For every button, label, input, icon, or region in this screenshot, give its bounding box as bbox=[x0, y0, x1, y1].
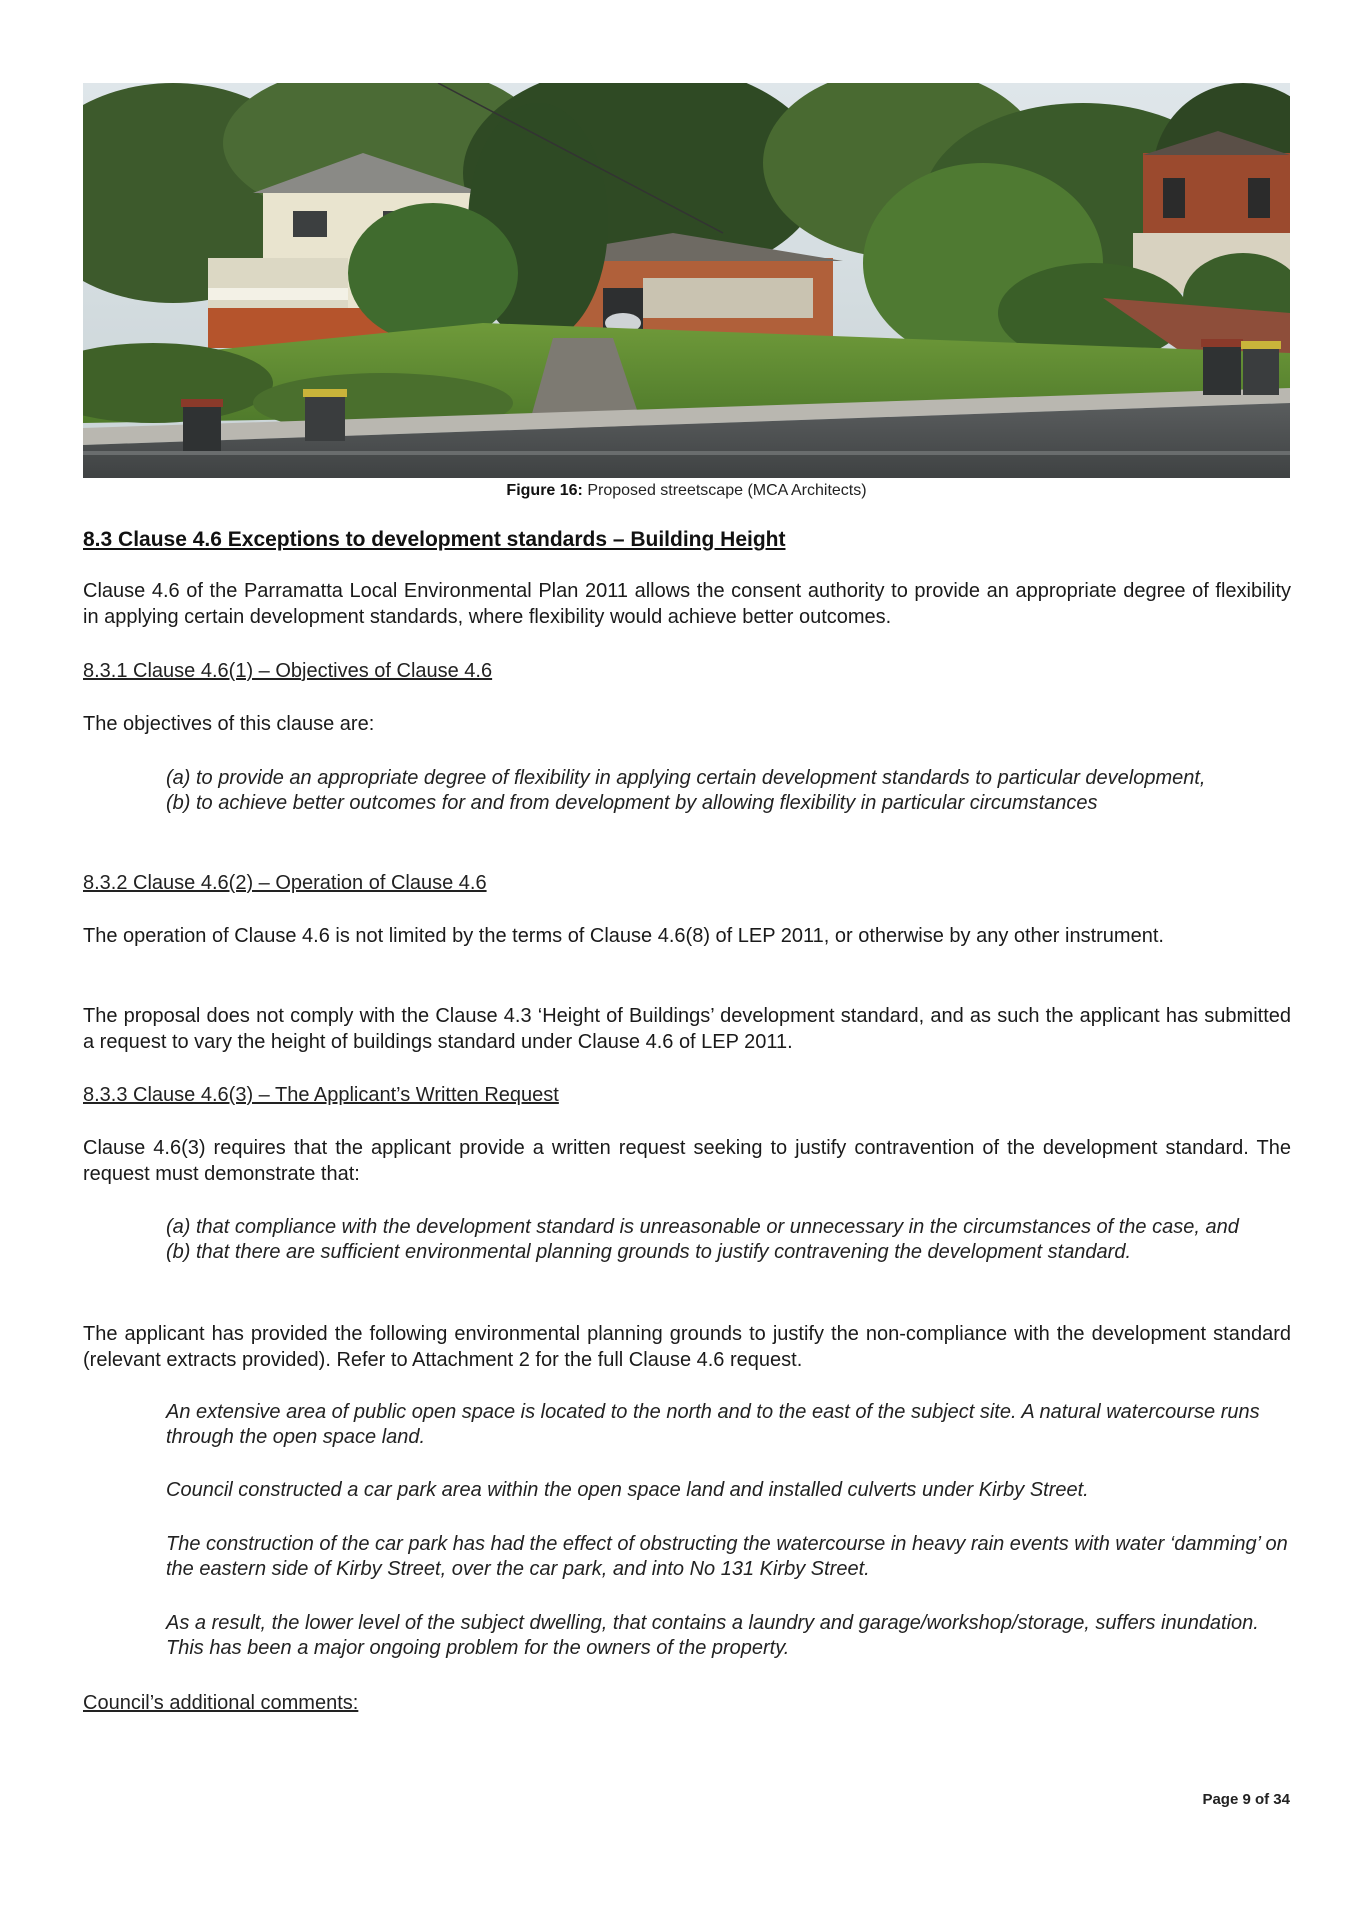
written-request-list bbox=[166, 1215, 1291, 1265]
grounds-intro-paragraph: The applicant has provided the following environmental planning grounds to justify the non-compliance with the development standard (relevant extracts provided). Refer to Attachment 2 for the full Clause 4.6 request. bbox=[83, 1323, 1291, 1371]
list-item: (a) that compliance with the development standard is unreasonable or unnecessary in the circumstances of the case, and bbox=[166, 1216, 1239, 1238]
streetscape-photo bbox=[83, 83, 1290, 478]
objectives-list bbox=[166, 766, 1291, 816]
figure-label: Figure 16: bbox=[506, 482, 583, 499]
written-request-lead: Clause 4.6(3) requires that the applicant provide a written request seeking to justify contravention of the development standard. The request must demonstrate that: bbox=[83, 1137, 1291, 1185]
list-item: (b) that there are sufficient environmental planning grounds to justify contravening the development standard. bbox=[166, 1241, 1132, 1263]
operation-paragraph-2: The proposal does not comply with the Clause 4.3 ‘Height of Buildings’ development standard, and as such the applicant has submitted a request to vary the height of buildings standard under Clause 4.6 of LEP 2011. bbox=[83, 1005, 1291, 1053]
list-item: (b) to achieve better outcomes for and from development by allowing flexibility in particular circumstances bbox=[166, 792, 1098, 814]
extract-paragraph: The construction of the car park has had the effect of obstructing the watercourse in heavy rain events with water ‘damming’ on the eastern side of Kirby Street, over the car park, and into No 131 Kirby Street. bbox=[166, 1533, 1288, 1580]
subsection-heading-objectives: 8.3.1 Clause 4.6(1) – Objectives of Clause 4.6 bbox=[83, 660, 493, 682]
extract-paragraph: An extensive area of public open space is located to the north and to the east of the subject site. A natural watercourse runs through the open space land. bbox=[166, 1401, 1260, 1448]
subsection-heading-written-request: 8.3.3 Clause 4.6(3) – The Applicant’s Written Request bbox=[83, 1084, 559, 1106]
page-number: Page 9 of 34 bbox=[1202, 1791, 1290, 1808]
intro-paragraph: Clause 4.6 of the Parramatta Local Environmental Plan 2011 allows the consent authority to provide an appropriate degree of flexibility in applying certain development standards, where flexibility would achieve better outcomes. bbox=[83, 580, 1291, 628]
objectives-lead: The objectives of this clause are: bbox=[83, 713, 375, 735]
list-item: (a) to provide an appropriate degree of flexibility in applying certain development standards to particular development, bbox=[166, 767, 1206, 789]
extract-paragraph: Council constructed a car park area within the open space land and installed culverts under Kirby Street. bbox=[166, 1479, 1089, 1501]
council-comments-heading: Council’s additional comments: bbox=[83, 1692, 359, 1714]
extract-paragraph: As a result, the lower level of the subject dwelling, that contains a laundry and garage/workshop/storage, suffers inundation. This has been a major ongoing problem for the owners of the property. bbox=[166, 1612, 1259, 1659]
subsection-heading-operation: 8.3.2 Clause 4.6(2) – Operation of Clause 4.6 bbox=[83, 872, 487, 894]
figure-caption bbox=[83, 482, 1290, 500]
section-heading: 8.3 Clause 4.6 Exceptions to development standards – Building Height bbox=[83, 528, 786, 551]
operation-paragraph-1: The operation of Clause 4.6 is not limited by the terms of Clause 4.6(8) of LEP 2011, or otherwise by any other instrument. bbox=[83, 925, 1164, 947]
figure-caption-text: Proposed streetscape (MCA Architects) bbox=[587, 482, 867, 499]
